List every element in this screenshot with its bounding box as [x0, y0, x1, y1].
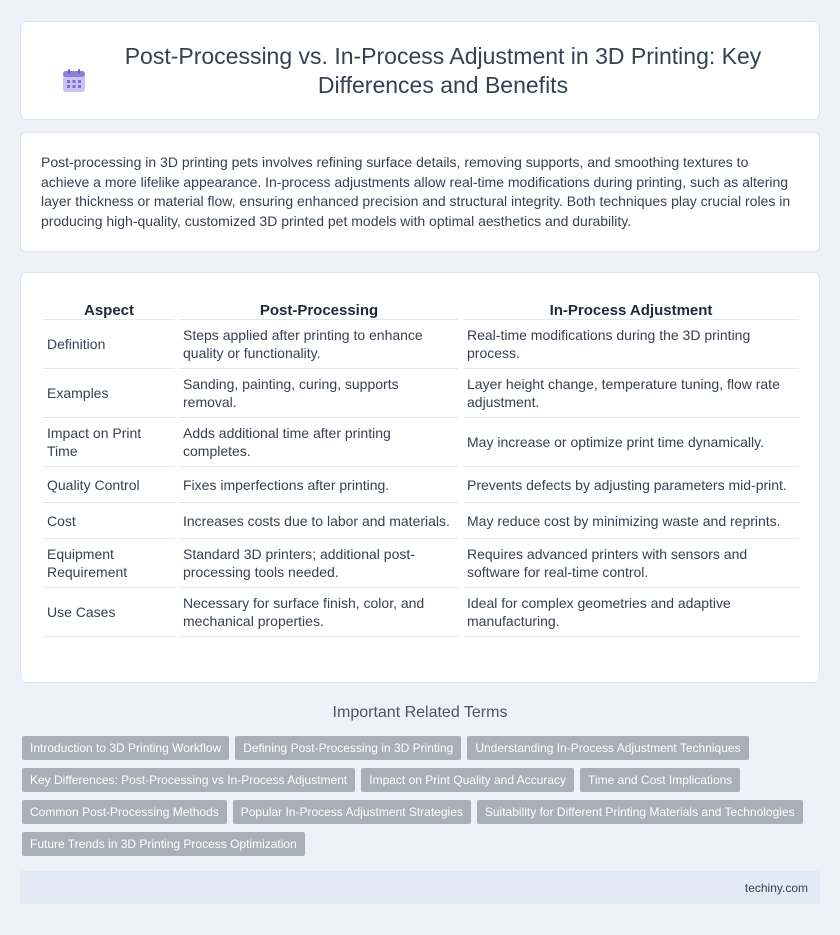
related-term-tag[interactable]: Common Post-Processing Methods: [22, 800, 227, 824]
cell-in-process: Ideal for complex geometries and adaptive manufacturing.: [463, 588, 799, 637]
table-row: [43, 539, 799, 588]
table-row: [43, 320, 799, 369]
cell-aspect: Impact on Print Time: [43, 418, 175, 467]
intro-card: [20, 132, 820, 252]
related-terms-list: [22, 736, 822, 864]
table-row: [43, 503, 799, 539]
cell-post-processing: Increases costs due to labor and materials.: [179, 503, 459, 539]
title-card: [20, 21, 820, 120]
footer: [20, 871, 820, 904]
table-row: [43, 369, 799, 418]
related-term-tag[interactable]: Understanding In-Process Adjustment Techniques: [467, 736, 748, 760]
header-in-process: In-Process Adjustment: [463, 295, 799, 320]
cell-in-process: Requires advanced printers with sensors and software for real-time control.: [463, 539, 799, 588]
comparison-table: [39, 295, 803, 637]
cell-aspect: Use Cases: [43, 588, 175, 637]
related-term-tag[interactable]: Time and Cost Implications: [580, 768, 740, 792]
cell-post-processing: Fixes imperfections after printing.: [179, 467, 459, 503]
table-row: [43, 418, 799, 467]
related-term-tag[interactable]: Introduction to 3D Printing Workflow: [22, 736, 229, 760]
header-aspect: Aspect: [43, 295, 175, 320]
cell-in-process: May increase or optimize print time dynamically.: [463, 418, 799, 467]
cell-post-processing: Sanding, painting, curing, supports removal.: [179, 369, 459, 418]
cell-in-process: Prevents defects by adjusting parameters mid-print.: [463, 467, 799, 503]
related-term-tag[interactable]: Suitability for Different Printing Materials and Technologies: [477, 800, 803, 824]
cell-aspect: Quality Control: [43, 467, 175, 503]
cell-aspect: Definition: [43, 320, 175, 369]
intro-paragraph: Post-processing in 3D printing pets involves refining surface details, removing supports, and smoothing textures to achieve a more lifelike appearance. In-process adjustments allow real-time modifications during printing, such as altering layer thickness or material flow, ensuring enhanced precision and structural integrity. Both techniques play crucial roles in producing high-quality, customized 3D printed pet models with optimal aesthetics and durability.: [41, 154, 791, 229]
cell-aspect: Cost: [43, 503, 175, 539]
cell-post-processing: Adds additional time after printing completes.: [179, 418, 459, 467]
related-term-tag[interactable]: Defining Post-Processing in 3D Printing: [235, 736, 461, 760]
cell-aspect: Equipment Requirement: [43, 539, 175, 588]
calendar-grid-icon: [61, 68, 87, 94]
table-row: [43, 588, 799, 637]
page-title: Post-Processing vs. In-Process Adjustment in 3D Printing: Key Differences and Benefits: [124, 42, 762, 98]
related-term-tag[interactable]: Key Differences: Post-Processing vs In-Process Adjustment: [22, 768, 355, 792]
cell-post-processing: Steps applied after printing to enhance quality or functionality.: [179, 320, 459, 369]
cell-post-processing: Necessary for surface finish, color, and mechanical properties.: [179, 588, 459, 637]
cell-post-processing: Standard 3D printers; additional post-processing tools needed.: [179, 539, 459, 588]
comparison-card: [20, 272, 820, 683]
cell-aspect: Examples: [43, 369, 175, 418]
cell-in-process: Layer height change, temperature tuning, flow rate adjustment.: [463, 369, 799, 418]
cell-in-process: May reduce cost by minimizing waste and reprints.: [463, 503, 799, 539]
table-row: [43, 467, 799, 503]
footer-site[interactable]: techiny.com: [744, 880, 808, 895]
header-post-processing: Post-Processing: [179, 295, 459, 320]
related-term-tag[interactable]: Future Trends in 3D Printing Process Optimization: [22, 832, 305, 856]
related-term-tag[interactable]: Popular In-Process Adjustment Strategies: [233, 800, 471, 824]
cell-in-process: Real-time modifications during the 3D printing process.: [463, 320, 799, 369]
related-terms-title: Important Related Terms: [332, 704, 508, 721]
related-term-tag[interactable]: Impact on Print Quality and Accuracy: [361, 768, 574, 792]
table-header-row: [43, 295, 799, 320]
